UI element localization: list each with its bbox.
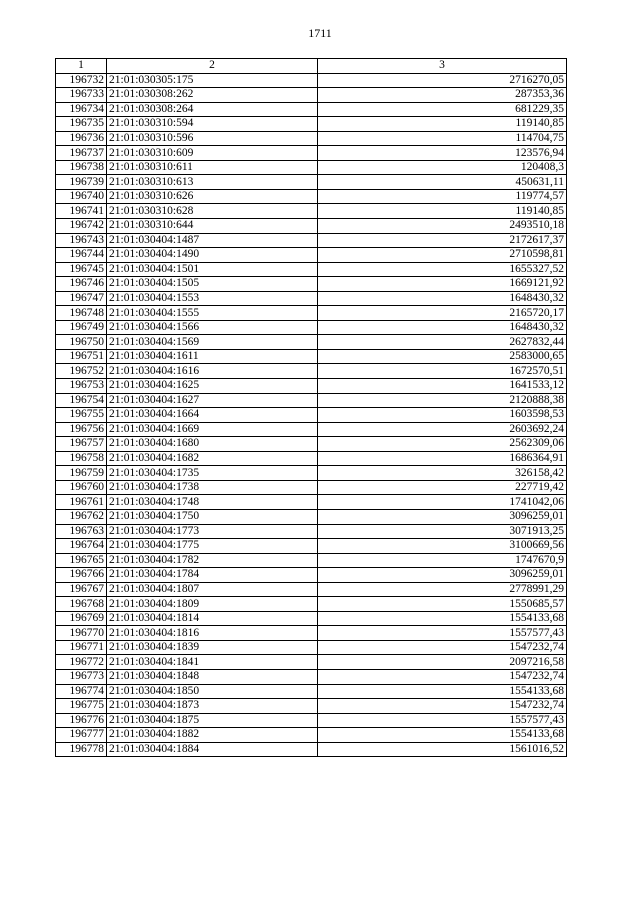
table-row bbox=[56, 262, 567, 277]
table-row bbox=[56, 713, 567, 728]
cadastral-value: 2165720,17 bbox=[318, 306, 567, 321]
table-row bbox=[56, 466, 567, 481]
row-number: 196757 bbox=[56, 437, 107, 452]
cadastral-number: 21:01:030404:1882 bbox=[107, 728, 318, 743]
cadastral-value: 1557577,43 bbox=[318, 713, 567, 728]
row-number: 196773 bbox=[56, 669, 107, 684]
cadastral-value: 2493510,18 bbox=[318, 219, 567, 234]
cadastral-value: 119140,85 bbox=[318, 204, 567, 219]
row-number: 196772 bbox=[56, 655, 107, 670]
table-row bbox=[56, 306, 567, 321]
cadastral-number: 21:01:030404:1750 bbox=[107, 509, 318, 524]
table-row bbox=[56, 451, 567, 466]
cadastral-value: 123576,94 bbox=[318, 146, 567, 161]
table-row bbox=[56, 422, 567, 437]
row-number: 196732 bbox=[56, 73, 107, 88]
row-number: 196739 bbox=[56, 175, 107, 190]
row-number: 196767 bbox=[56, 582, 107, 597]
cadastral-number: 21:01:030404:1555 bbox=[107, 306, 318, 321]
table-row bbox=[56, 320, 567, 335]
table-row bbox=[56, 73, 567, 88]
cadastral-value: 114704,75 bbox=[318, 131, 567, 146]
row-number: 196778 bbox=[56, 742, 107, 757]
cadastral-number: 21:01:030404:1884 bbox=[107, 742, 318, 757]
table-row bbox=[56, 189, 567, 204]
cadastral-number: 21:01:030310:611 bbox=[107, 160, 318, 175]
row-number: 196734 bbox=[56, 102, 107, 117]
row-number: 196749 bbox=[56, 320, 107, 335]
cadastral-number: 21:01:030404:1566 bbox=[107, 320, 318, 335]
cadastral-number: 21:01:030404:1627 bbox=[107, 393, 318, 408]
cadastral-number: 21:01:030404:1873 bbox=[107, 699, 318, 714]
cadastral-value: 2097216,58 bbox=[318, 655, 567, 670]
table-row bbox=[56, 582, 567, 597]
cadastral-number: 21:01:030404:1748 bbox=[107, 495, 318, 510]
cadastral-value: 2710598,81 bbox=[318, 248, 567, 263]
cadastral-value: 1547232,74 bbox=[318, 699, 567, 714]
cadastral-number: 21:01:030404:1814 bbox=[107, 611, 318, 626]
cadastral-number: 21:01:030310:613 bbox=[107, 175, 318, 190]
table-row bbox=[56, 509, 567, 524]
table-row bbox=[56, 248, 567, 263]
table-row bbox=[56, 175, 567, 190]
table-row bbox=[56, 699, 567, 714]
cadastral-value: 1641533,12 bbox=[318, 379, 567, 394]
row-number: 196776 bbox=[56, 713, 107, 728]
cadastral-number: 21:01:030404:1875 bbox=[107, 713, 318, 728]
cadastral-number: 21:01:030404:1738 bbox=[107, 480, 318, 495]
cadastral-value: 1747670,9 bbox=[318, 553, 567, 568]
cadastral-value-table bbox=[55, 58, 567, 757]
row-number: 196753 bbox=[56, 379, 107, 394]
table-row bbox=[56, 728, 567, 743]
table-row bbox=[56, 640, 567, 655]
cadastral-value: 3100669,56 bbox=[318, 539, 567, 554]
cadastral-number: 21:01:030404:1625 bbox=[107, 379, 318, 394]
table-row bbox=[56, 219, 567, 234]
row-number: 196758 bbox=[56, 451, 107, 466]
row-number: 196741 bbox=[56, 204, 107, 219]
cadastral-value: 119140,85 bbox=[318, 117, 567, 132]
row-number: 196764 bbox=[56, 539, 107, 554]
cadastral-number: 21:01:030404:1782 bbox=[107, 553, 318, 568]
row-number: 196759 bbox=[56, 466, 107, 481]
row-number: 196768 bbox=[56, 597, 107, 612]
row-number: 196736 bbox=[56, 131, 107, 146]
table-row bbox=[56, 146, 567, 161]
row-number: 196744 bbox=[56, 248, 107, 263]
table-row bbox=[56, 597, 567, 612]
row-number: 196769 bbox=[56, 611, 107, 626]
cadastral-value: 3096259,01 bbox=[318, 509, 567, 524]
table-row bbox=[56, 379, 567, 394]
row-number: 196771 bbox=[56, 640, 107, 655]
cadastral-value: 1741042,06 bbox=[318, 495, 567, 510]
cadastral-value: 2716270,05 bbox=[318, 73, 567, 88]
cadastral-number: 21:01:030404:1490 bbox=[107, 248, 318, 263]
cadastral-number: 21:01:030404:1680 bbox=[107, 437, 318, 452]
cadastral-value: 1554133,68 bbox=[318, 728, 567, 743]
row-number: 196777 bbox=[56, 728, 107, 743]
cadastral-value: 1603598,53 bbox=[318, 408, 567, 423]
table-row bbox=[56, 233, 567, 248]
cadastral-number: 21:01:030404:1807 bbox=[107, 582, 318, 597]
cadastral-value: 1669121,92 bbox=[318, 277, 567, 292]
cadastral-number: 21:01:030404:1809 bbox=[107, 597, 318, 612]
cadastral-value: 227719,42 bbox=[318, 480, 567, 495]
table-row bbox=[56, 393, 567, 408]
cadastral-value: 2120888,38 bbox=[318, 393, 567, 408]
table-row bbox=[56, 655, 567, 670]
table-row bbox=[56, 611, 567, 626]
cadastral-value: 326158,42 bbox=[318, 466, 567, 481]
row-number: 196747 bbox=[56, 291, 107, 306]
row-number: 196746 bbox=[56, 277, 107, 292]
table-row bbox=[56, 117, 567, 132]
cadastral-value: 287353,36 bbox=[318, 88, 567, 103]
table-row bbox=[56, 684, 567, 699]
cadastral-number: 21:01:030404:1611 bbox=[107, 349, 318, 364]
cadastral-number: 21:01:030310:594 bbox=[107, 117, 318, 132]
row-number: 196760 bbox=[56, 480, 107, 495]
table-row bbox=[56, 88, 567, 103]
cadastral-value: 1648430,32 bbox=[318, 291, 567, 306]
table-row bbox=[56, 364, 567, 379]
header-row bbox=[56, 59, 567, 74]
cadastral-value: 120408,3 bbox=[318, 160, 567, 175]
table-row bbox=[56, 626, 567, 641]
row-number: 196775 bbox=[56, 699, 107, 714]
cadastral-number: 21:01:030310:628 bbox=[107, 204, 318, 219]
cadastral-value: 3096259,01 bbox=[318, 568, 567, 583]
cadastral-value: 2778991,29 bbox=[318, 582, 567, 597]
cadastral-number: 21:01:030404:1616 bbox=[107, 364, 318, 379]
cadastral-number: 21:01:030404:1735 bbox=[107, 466, 318, 481]
cadastral-value: 1672570,51 bbox=[318, 364, 567, 379]
cadastral-number: 21:01:030404:1841 bbox=[107, 655, 318, 670]
table-row bbox=[56, 335, 567, 350]
table-body bbox=[56, 73, 567, 757]
cadastral-number: 21:01:030404:1664 bbox=[107, 408, 318, 423]
table-row bbox=[56, 160, 567, 175]
table-row bbox=[56, 495, 567, 510]
row-number: 196755 bbox=[56, 408, 107, 423]
row-number: 196737 bbox=[56, 146, 107, 161]
cadastral-value: 2583000,65 bbox=[318, 349, 567, 364]
table-row bbox=[56, 437, 567, 452]
cadastral-number: 21:01:030310:596 bbox=[107, 131, 318, 146]
table-row bbox=[56, 131, 567, 146]
row-number: 196763 bbox=[56, 524, 107, 539]
cadastral-number: 21:01:030404:1669 bbox=[107, 422, 318, 437]
column-header-2: 2 bbox=[107, 59, 318, 74]
page-number: 1711 bbox=[308, 26, 332, 40]
row-number: 196733 bbox=[56, 88, 107, 103]
cadastral-value: 1547232,74 bbox=[318, 640, 567, 655]
row-number: 196754 bbox=[56, 393, 107, 408]
row-number: 196765 bbox=[56, 553, 107, 568]
row-number: 196761 bbox=[56, 495, 107, 510]
row-number: 196752 bbox=[56, 364, 107, 379]
cadastral-number: 21:01:030404:1850 bbox=[107, 684, 318, 699]
cadastral-value: 1547232,74 bbox=[318, 669, 567, 684]
cadastral-number: 21:01:030404:1775 bbox=[107, 539, 318, 554]
cadastral-value: 450631,11 bbox=[318, 175, 567, 190]
cadastral-value: 2172617,37 bbox=[318, 233, 567, 248]
table-row bbox=[56, 291, 567, 306]
cadastral-number: 21:01:030404:1682 bbox=[107, 451, 318, 466]
column-header-3: 3 bbox=[318, 59, 567, 74]
cadastral-number: 21:01:030308:264 bbox=[107, 102, 318, 117]
cadastral-value: 1550685,57 bbox=[318, 597, 567, 612]
cadastral-value: 1557577,43 bbox=[318, 626, 567, 641]
table-row bbox=[56, 568, 567, 583]
table-row bbox=[56, 742, 567, 757]
cadastral-number: 21:01:030404:1487 bbox=[107, 233, 318, 248]
table-row bbox=[56, 349, 567, 364]
cadastral-value: 1561016,52 bbox=[318, 742, 567, 757]
row-number: 196740 bbox=[56, 189, 107, 204]
cadastral-number: 21:01:030404:1848 bbox=[107, 669, 318, 684]
cadastral-value: 2603692,24 bbox=[318, 422, 567, 437]
cadastral-number: 21:01:030404:1773 bbox=[107, 524, 318, 539]
cadastral-number: 21:01:030404:1505 bbox=[107, 277, 318, 292]
column-header-1: 1 bbox=[56, 59, 107, 74]
row-number: 196742 bbox=[56, 219, 107, 234]
cadastral-value: 1554133,68 bbox=[318, 611, 567, 626]
cadastral-value: 1655327,52 bbox=[318, 262, 567, 277]
cadastral-value: 1648430,32 bbox=[318, 320, 567, 335]
row-number: 196750 bbox=[56, 335, 107, 350]
cadastral-number: 21:01:030310:644 bbox=[107, 219, 318, 234]
table-row bbox=[56, 277, 567, 292]
cadastral-number: 21:01:030404:1784 bbox=[107, 568, 318, 583]
row-number: 196756 bbox=[56, 422, 107, 437]
table-row bbox=[56, 669, 567, 684]
cadastral-value: 119774,57 bbox=[318, 189, 567, 204]
table-row bbox=[56, 553, 567, 568]
cadastral-number: 21:01:030308:262 bbox=[107, 88, 318, 103]
table-row bbox=[56, 102, 567, 117]
row-number: 196735 bbox=[56, 117, 107, 132]
table-row bbox=[56, 204, 567, 219]
cadastral-value: 2627832,44 bbox=[318, 335, 567, 350]
table-row bbox=[56, 408, 567, 423]
cadastral-value: 681229,35 bbox=[318, 102, 567, 117]
cadastral-value: 2562309,06 bbox=[318, 437, 567, 452]
row-number: 196774 bbox=[56, 684, 107, 699]
row-number: 196766 bbox=[56, 568, 107, 583]
cadastral-number: 21:01:030310:609 bbox=[107, 146, 318, 161]
cadastral-number: 21:01:030404:1839 bbox=[107, 640, 318, 655]
cadastral-value: 1686364,91 bbox=[318, 451, 567, 466]
cadastral-number: 21:01:030305:175 bbox=[107, 73, 318, 88]
row-number: 196745 bbox=[56, 262, 107, 277]
row-number: 196770 bbox=[56, 626, 107, 641]
cadastral-number: 21:01:030404:1553 bbox=[107, 291, 318, 306]
table-row bbox=[56, 480, 567, 495]
table-row bbox=[56, 524, 567, 539]
row-number: 196762 bbox=[56, 509, 107, 524]
cadastral-number: 21:01:030404:1569 bbox=[107, 335, 318, 350]
row-number: 196743 bbox=[56, 233, 107, 248]
cadastral-number: 21:01:030404:1501 bbox=[107, 262, 318, 277]
cadastral-number: 21:01:030404:1816 bbox=[107, 626, 318, 641]
row-number: 196738 bbox=[56, 160, 107, 175]
table-row bbox=[56, 539, 567, 554]
cadastral-value: 3071913,25 bbox=[318, 524, 567, 539]
cadastral-value: 1554133,68 bbox=[318, 684, 567, 699]
table-header bbox=[56, 59, 567, 74]
row-number: 196748 bbox=[56, 306, 107, 321]
row-number: 196751 bbox=[56, 349, 107, 364]
cadastral-number: 21:01:030310:626 bbox=[107, 189, 318, 204]
